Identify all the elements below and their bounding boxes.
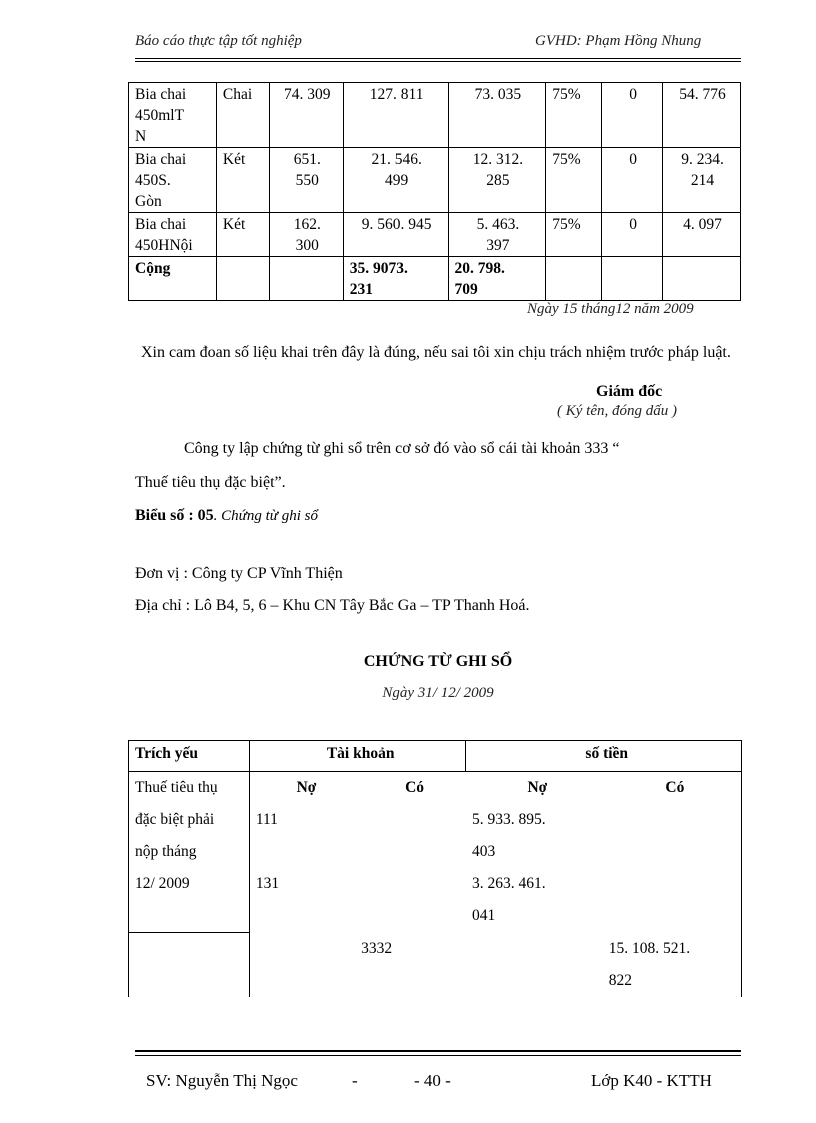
tax-cell: 4. 097 — [663, 213, 741, 257]
footer-dash: - — [352, 1071, 358, 1090]
voucher-date: Ngày 31/ 12/ 2009 — [382, 685, 494, 701]
rate-cell: 75% — [546, 83, 602, 148]
revenue-cell: 9. 560. 945 — [343, 213, 448, 257]
tax-cell: 9. 234. 214 — [663, 148, 741, 213]
quantity-cell: 162. 300 — [269, 213, 343, 257]
header-amount: số tiền — [466, 741, 742, 772]
total-label: Cộng — [129, 257, 217, 301]
taxable-cell: 5. 463. 397 — [448, 213, 546, 257]
header-summary: Trích yếu — [129, 741, 250, 772]
form-label: Biểu số : 05 — [135, 507, 214, 524]
total-taxable: 20. 798. 709 — [448, 257, 546, 301]
header-account: Tài khoản — [249, 741, 466, 772]
page-number: - 40 - — [414, 1071, 451, 1090]
signature-note: ( Ký tên, đóng dấu ) — [557, 403, 677, 419]
form-caption — [135, 507, 318, 525]
header-divider-2 — [135, 61, 741, 62]
credit-amount: 15. 108. 521. — [603, 933, 742, 966]
revenue-cell: 21. 546. 499 — [343, 148, 448, 213]
header-divider — [135, 58, 741, 59]
summary-line: Thuế tiêu thụ — [129, 772, 250, 805]
deduct-cell: 0 — [602, 213, 663, 257]
total-row — [129, 257, 741, 301]
table-row — [129, 213, 741, 257]
debit-amount: 3. 263. 461. — [471, 875, 546, 892]
summary-line: đặc biệt phải — [129, 804, 250, 836]
header-report-title: Báo cáo thực tập tốt nghiệp — [135, 33, 302, 49]
footer-class: Lớp K40 - KTTH — [591, 1071, 712, 1090]
intro-paragraph-line1: Công ty lập chứng từ ghi sổ trên cơ sở đó vào sổ cái tài khoản 333 “ — [184, 440, 620, 457]
table-row — [129, 148, 741, 213]
unit-cell: Két — [216, 213, 269, 257]
taxable-cell: 73. 035 — [448, 83, 546, 148]
header-account-debit: Nợ — [249, 772, 357, 805]
product-name: Bia chai 450mlT N — [129, 83, 217, 148]
revenue-cell: 127. 811 — [343, 83, 448, 148]
taxable-cell: 12. 312. 285 — [448, 148, 546, 213]
header-amount-debit: Nợ — [527, 779, 548, 796]
deduct-cell: 0 — [602, 83, 663, 148]
excise-tax-table — [128, 82, 741, 301]
credit-account: 3332 — [361, 939, 393, 957]
product-name: Bia chai 450S. Gòn — [129, 148, 217, 213]
summary-line: nộp tháng — [129, 836, 250, 868]
unit-cell: Chai — [216, 83, 269, 148]
debit-amount-cont: 403 — [471, 843, 496, 860]
unit-line: Đơn vị : Công ty CP Vĩnh Thiện — [135, 565, 343, 582]
deduct-cell: 0 — [602, 148, 663, 213]
voucher-table — [128, 740, 742, 997]
declaration-text: Xin cam đoan số liệu khai trên đây là đúng, nếu sai tôi xin chịu trách nhiệm trước pháp luật. — [141, 344, 731, 361]
debit-amount: 5. 933. 895. — [471, 811, 546, 828]
voucher-title: CHỨNG TỪ GHI SỔ — [363, 653, 513, 670]
footer-student: SV: Nguyễn Thị Ngọc — [146, 1071, 298, 1090]
tax-cell: 54. 776 — [663, 83, 741, 148]
quantity-cell: 74. 309 — [269, 83, 343, 148]
form-title: . Chứng từ ghi sổ — [213, 508, 318, 524]
signature-title: Giám đốc — [596, 383, 663, 400]
rate-cell: 75% — [546, 213, 602, 257]
product-name: Bia chai 450HNội — [129, 213, 217, 257]
rate-cell: 75% — [546, 148, 602, 213]
intro-paragraph-line2: Thuế tiêu thụ đặc biệt”. — [135, 474, 286, 491]
debit-amount-cont: 041 — [471, 907, 496, 924]
credit-amount-cont: 822 — [603, 965, 742, 997]
debit-account: 111 — [249, 804, 357, 836]
unit-cell: Két — [216, 148, 269, 213]
total-revenue: 35. 9073. 231 — [343, 257, 448, 301]
address-line: Địa chỉ : Lô B4, 5, 6 – Khu CN Tây Bắc Ga – TP Thanh Hoá. — [135, 597, 530, 614]
table-row — [129, 83, 741, 148]
header-amount-credit: Có — [603, 772, 742, 805]
header-advisor: GVHD: Phạm Hồng Nhung — [535, 33, 702, 49]
header-account-credit: Có — [405, 779, 425, 796]
declaration-date: Ngày 15 tháng12 năm 2009 — [527, 301, 694, 317]
debit-account: 131 — [249, 868, 357, 900]
summary-line: 12/ 2009 — [129, 868, 250, 900]
footer-divider — [135, 1050, 741, 1052]
footer-divider-2 — [135, 1055, 741, 1056]
quantity-cell: 651. 550 — [269, 148, 343, 213]
